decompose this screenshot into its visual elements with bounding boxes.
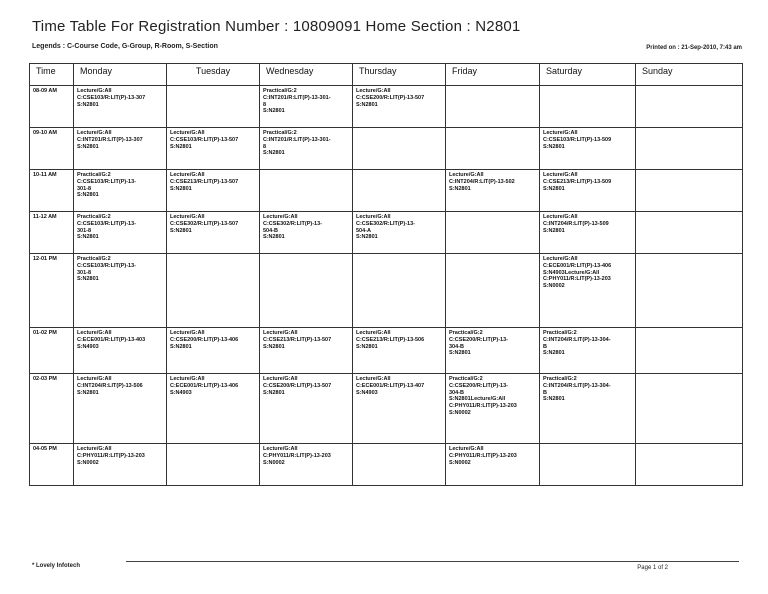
class-cell: [446, 374, 540, 444]
class-cell: [353, 374, 446, 444]
class-cell: [446, 444, 540, 486]
class-cell: [636, 444, 743, 486]
class-cell: [167, 254, 260, 328]
class-cell-line: Lecture/G:All: [170, 172, 205, 178]
class-cell-line: C:PHY011/R:LIT(P)-13-203: [263, 452, 331, 459]
class-cell: [636, 212, 743, 254]
class-cell-line: C:CSE103/R:LIT(P)-13-: [77, 220, 136, 227]
class-cell-line: Lecture/G:All: [449, 172, 484, 178]
class-cell: [446, 128, 540, 170]
legend-text: Legends : C-Course Code, G-Group, R-Room, S-Section: [32, 43, 218, 50]
class-cell: [446, 328, 540, 374]
class-cell-line: C:INT201/R:LIT(P)-13-307: [77, 136, 143, 143]
time-slot-cell: 10-11 AM: [30, 170, 74, 212]
class-cell-line: 301-8: [77, 269, 92, 276]
class-cell-line: Lecture/G:All: [170, 214, 205, 220]
table-row: [30, 444, 743, 486]
class-cell-line: Practical/G:2: [77, 256, 111, 262]
class-cell: [167, 374, 260, 444]
class-cell: [260, 170, 353, 212]
class-cell-line: S:N0002: [543, 283, 565, 290]
class-cell-line: Practical/G:2: [263, 88, 297, 94]
class-cell: [74, 170, 167, 212]
class-cell: [167, 128, 260, 170]
class-cell-line: C:CSE103/R:LIT(P)-13-: [77, 178, 136, 185]
class-cell: [74, 128, 167, 170]
class-cell-line: S:N2801: [170, 185, 192, 192]
class-cell-line: C:ECE001/R:LIT(P)-13-407: [356, 382, 425, 389]
class-cell: [353, 170, 446, 212]
class-cell-line: C:ECE001/R:LIT(P)-13-406: [170, 382, 239, 389]
class-cell-line: 8: [263, 143, 267, 150]
class-cell-line: S:N2801: [356, 101, 378, 108]
column-header-monday: Monday: [74, 64, 167, 86]
class-cell-line: C:CSE200/R:LIT(P)-13-: [449, 336, 508, 343]
class-cell-line: Lecture/G:All: [170, 330, 205, 336]
time-slot-cell: 02-03 PM: [30, 374, 74, 444]
class-cell-line: Lecture/G:All: [356, 214, 391, 220]
page-title: Time Table For Registration Number : 10809091 Home Section : N2801: [32, 18, 521, 35]
class-cell: [636, 328, 743, 374]
column-header-thursday: Thursday: [353, 64, 446, 86]
table-row: [30, 328, 743, 374]
class-cell-line: Lecture/G:All: [356, 376, 391, 382]
class-cell-line: Lecture/G:All: [77, 130, 112, 136]
class-cell: [353, 254, 446, 328]
class-cell: [353, 212, 446, 254]
class-cell-line: S:N2801: [170, 143, 192, 150]
class-cell-line: Lecture/G:All: [449, 446, 484, 452]
class-cell: [540, 128, 636, 170]
class-cell-line: Lecture/G:All: [543, 256, 578, 262]
class-cell-line: Lecture/G:All: [263, 214, 298, 220]
class-cell-line: 504-B: [263, 227, 278, 234]
class-cell-line: 301-8: [77, 185, 92, 192]
class-cell: [636, 128, 743, 170]
class-cell-line: Practical/G:2: [543, 330, 577, 336]
time-slot-cell: 11-12 AM: [30, 212, 74, 254]
class-cell-line: C:ECE001/R:LIT(P)-13-403: [77, 336, 146, 343]
class-cell-line: S:N2801: [170, 227, 192, 234]
class-cell-line: S:N2801: [77, 101, 99, 108]
class-cell-line: 8: [263, 101, 267, 108]
class-cell-line: Lecture/G:All: [543, 214, 578, 220]
class-cell-line: C:CSE302/R:LIT(P)-13-507: [170, 220, 239, 227]
class-cell: [636, 86, 743, 128]
column-header-time: Time: [30, 64, 74, 86]
class-cell-line: C:CSE200/R:LIT(P)-13-406: [170, 336, 239, 343]
table-row: [30, 170, 743, 212]
class-cell-line: C:CSE302/R:LIT(P)-13-: [263, 220, 322, 227]
class-cell-line: C:INT204/R:LIT(P)-13-502: [449, 178, 515, 185]
class-cell: [636, 170, 743, 212]
class-cell: [167, 328, 260, 374]
class-cell: [540, 328, 636, 374]
class-cell: [260, 374, 353, 444]
class-cell-line: S:N2801: [77, 389, 99, 396]
class-cell-line: S:N2801: [263, 108, 285, 115]
class-cell-line: S:N2801: [77, 143, 99, 150]
class-cell: [540, 170, 636, 212]
class-cell-line: 504-A: [356, 227, 371, 234]
time-slot-cell: 04-05 PM: [30, 444, 74, 486]
class-cell-line: S:N4903: [170, 389, 192, 396]
class-cell-line: C:CSE213/R:LIT(P)-13-507: [170, 178, 239, 185]
class-cell: [260, 86, 353, 128]
class-cell: [353, 444, 446, 486]
class-cell-line: S:N2801: [263, 234, 285, 241]
column-header-wednesday: Wednesday: [260, 64, 353, 86]
class-cell-line: Lecture/G:All: [543, 172, 578, 178]
class-cell-line: Lecture/G:All: [263, 376, 298, 382]
class-cell-line: C:INT204/R:LIT(P)-13-509: [543, 220, 609, 227]
class-cell-line: C:PHY011/R:LIT(P)-13-203: [77, 452, 145, 459]
column-header-saturday: Saturday: [540, 64, 636, 86]
class-cell-line: S:N2801: [263, 389, 285, 396]
class-cell-line: C:ECE001/R:LIT(P)-13-406: [543, 262, 612, 269]
class-cell: [540, 254, 636, 328]
class-cell: [540, 444, 636, 486]
class-cell: [74, 374, 167, 444]
class-cell-line: Lecture/G:All: [77, 376, 112, 382]
class-cell: [260, 254, 353, 328]
class-cell-line: S:N2801: [543, 227, 565, 234]
table-row: [30, 212, 743, 254]
class-cell-line: Lecture/G:All: [170, 376, 205, 382]
class-cell: [636, 374, 743, 444]
footer-company: * Lovely Infotech: [32, 563, 81, 569]
class-cell: [446, 86, 540, 128]
column-header-tuesday: Tuesday: [167, 64, 260, 86]
class-cell: [260, 444, 353, 486]
class-cell-line: C:PHY011/R:LIT(P)-13-203: [543, 276, 611, 283]
class-cell-line: C:CSE200/R:LIT(P)-13-507: [356, 94, 425, 101]
class-cell: [260, 128, 353, 170]
class-cell-line: C:CSE213/R:LIT(P)-13-509: [543, 178, 612, 185]
table-row: [30, 254, 743, 328]
class-cell: [74, 328, 167, 374]
class-cell-line: C:INT204/R:LIT(P)-13-304-: [543, 382, 611, 389]
column-header-friday: Friday: [446, 64, 540, 86]
class-cell-line: C:CSE103/R:LIT(P)-13-307: [77, 94, 146, 101]
class-cell: [353, 86, 446, 128]
class-cell-line: C:CSE103/R:LIT(P)-13-: [77, 262, 136, 269]
class-cell-line: S:N0002: [77, 459, 99, 466]
class-cell-line: S:N2801Lecture/G:All: [449, 396, 506, 403]
class-cell-line: Lecture/G:All: [356, 88, 391, 94]
class-cell-line: C:INT201/R:LIT(P)-13-301-: [263, 94, 331, 101]
column-header-sunday: Sunday: [636, 64, 743, 86]
class-cell-line: C:INT204/R:LIT(P)-13-506: [77, 382, 143, 389]
class-cell-line: C:CSE213/R:LIT(P)-13-507: [263, 336, 332, 343]
class-cell: [167, 444, 260, 486]
class-cell-line: S:N2801: [77, 276, 99, 283]
class-cell-line: Lecture/G:All: [543, 130, 578, 136]
printed-on-text: Printed on : 21-Sep-2010, 7:43 am: [646, 45, 742, 51]
class-cell-line: S:N0002: [449, 409, 471, 416]
class-cell: [260, 328, 353, 374]
class-cell-line: S:N4903: [77, 343, 99, 350]
table-row: [30, 86, 743, 128]
class-cell-line: C:CSE200/R:LIT(P)-13-507: [263, 382, 332, 389]
class-cell-line: Practical/G:2: [263, 130, 297, 136]
class-cell-line: S:N2801: [356, 234, 378, 241]
class-cell: [540, 86, 636, 128]
class-cell-line: Practical/G:2: [77, 214, 111, 220]
class-cell-line: S:N2801: [263, 343, 285, 350]
class-cell-line: C:CSE302/R:LIT(P)-13-: [356, 220, 415, 227]
class-cell: [540, 374, 636, 444]
class-cell: [540, 212, 636, 254]
time-slot-cell: 08-09 AM: [30, 86, 74, 128]
class-cell-line: C:PHY011/R:LIT(P)-13-203: [449, 452, 517, 459]
class-cell-line: S:N0002: [263, 459, 285, 466]
time-slot-cell: 09-10 AM: [30, 128, 74, 170]
class-cell-line: Practical/G:2: [449, 376, 483, 382]
class-cell-line: S:N2801: [449, 350, 471, 357]
class-cell-line: Lecture/G:All: [263, 330, 298, 336]
class-cell-line: C:CSE103/R:LIT(P)-13-507: [170, 136, 239, 143]
class-cell-line: Lecture/G:All: [263, 446, 298, 452]
class-cell-line: S:N2801: [543, 350, 565, 357]
time-slot-cell: 01-02 PM: [30, 328, 74, 374]
class-cell: [636, 254, 743, 328]
class-cell: [353, 128, 446, 170]
class-cell: [353, 328, 446, 374]
class-cell: [446, 170, 540, 212]
header-row: [30, 64, 743, 86]
footer-divider: [126, 561, 739, 562]
class-cell-line: C:CSE103/R:LIT(P)-13-509: [543, 136, 612, 143]
class-cell-line: B: [543, 343, 547, 350]
class-cell-line: C:CSE213/R:LIT(P)-13-506: [356, 336, 425, 343]
class-cell-line: S:N2801: [170, 343, 192, 350]
class-cell-line: S:N2801: [543, 185, 565, 192]
class-cell-line: Lecture/G:All: [77, 330, 112, 336]
class-cell-line: C:CSE200/R:LIT(P)-13-: [449, 382, 508, 389]
class-cell-line: B: [543, 389, 547, 396]
class-cell-line: C:PHY011/R:LIT(P)-13-203: [449, 403, 517, 410]
table-row: [30, 374, 743, 444]
time-slot-cell: 12-01 PM: [30, 254, 74, 328]
class-cell-line: Lecture/G:All: [356, 330, 391, 336]
class-cell-line: C:INT204/R:LIT(P)-13-304-: [543, 336, 611, 343]
class-cell-line: Practical/G:2: [77, 172, 111, 178]
class-cell: [167, 86, 260, 128]
class-cell-line: S:N4903Lecture/G:All: [543, 269, 600, 276]
class-cell: [446, 212, 540, 254]
class-cell-line: S:N2801: [356, 343, 378, 350]
page-number: Page 1 of 2: [637, 565, 668, 571]
class-cell-line: Practical/G:2: [543, 376, 577, 382]
class-cell: [74, 212, 167, 254]
class-cell-line: S:N0002: [449, 459, 471, 466]
class-cell-line: S:N4903: [356, 389, 378, 396]
class-cell-line: 301-8: [77, 227, 92, 234]
class-cell-line: S:N2801: [77, 192, 99, 199]
class-cell-line: S:N2801: [543, 396, 565, 403]
class-cell-line: Lecture/G:All: [77, 88, 112, 94]
class-cell-line: 304-B: [449, 343, 464, 350]
class-cell-line: S:N2801: [263, 150, 285, 157]
class-cell-line: Lecture/G:All: [170, 130, 205, 136]
class-cell: [167, 170, 260, 212]
class-cell-line: S:N2801: [449, 185, 471, 192]
class-cell: [74, 254, 167, 328]
class-cell-line: C:INT201/R:LIT(P)-13-301-: [263, 136, 331, 143]
table-row: [30, 128, 743, 170]
class-cell-line: S:N2801: [77, 234, 99, 241]
class-cell-line: Lecture/G:All: [77, 446, 112, 452]
class-cell-line: S:N2801: [543, 143, 565, 150]
class-cell: [167, 212, 260, 254]
class-cell: [74, 444, 167, 486]
class-cell: [260, 212, 353, 254]
timetable: [29, 63, 743, 486]
class-cell-line: 304-B: [449, 389, 464, 396]
class-cell: [446, 254, 540, 328]
class-cell: [74, 86, 167, 128]
class-cell-line: Practical/G:2: [449, 330, 483, 336]
